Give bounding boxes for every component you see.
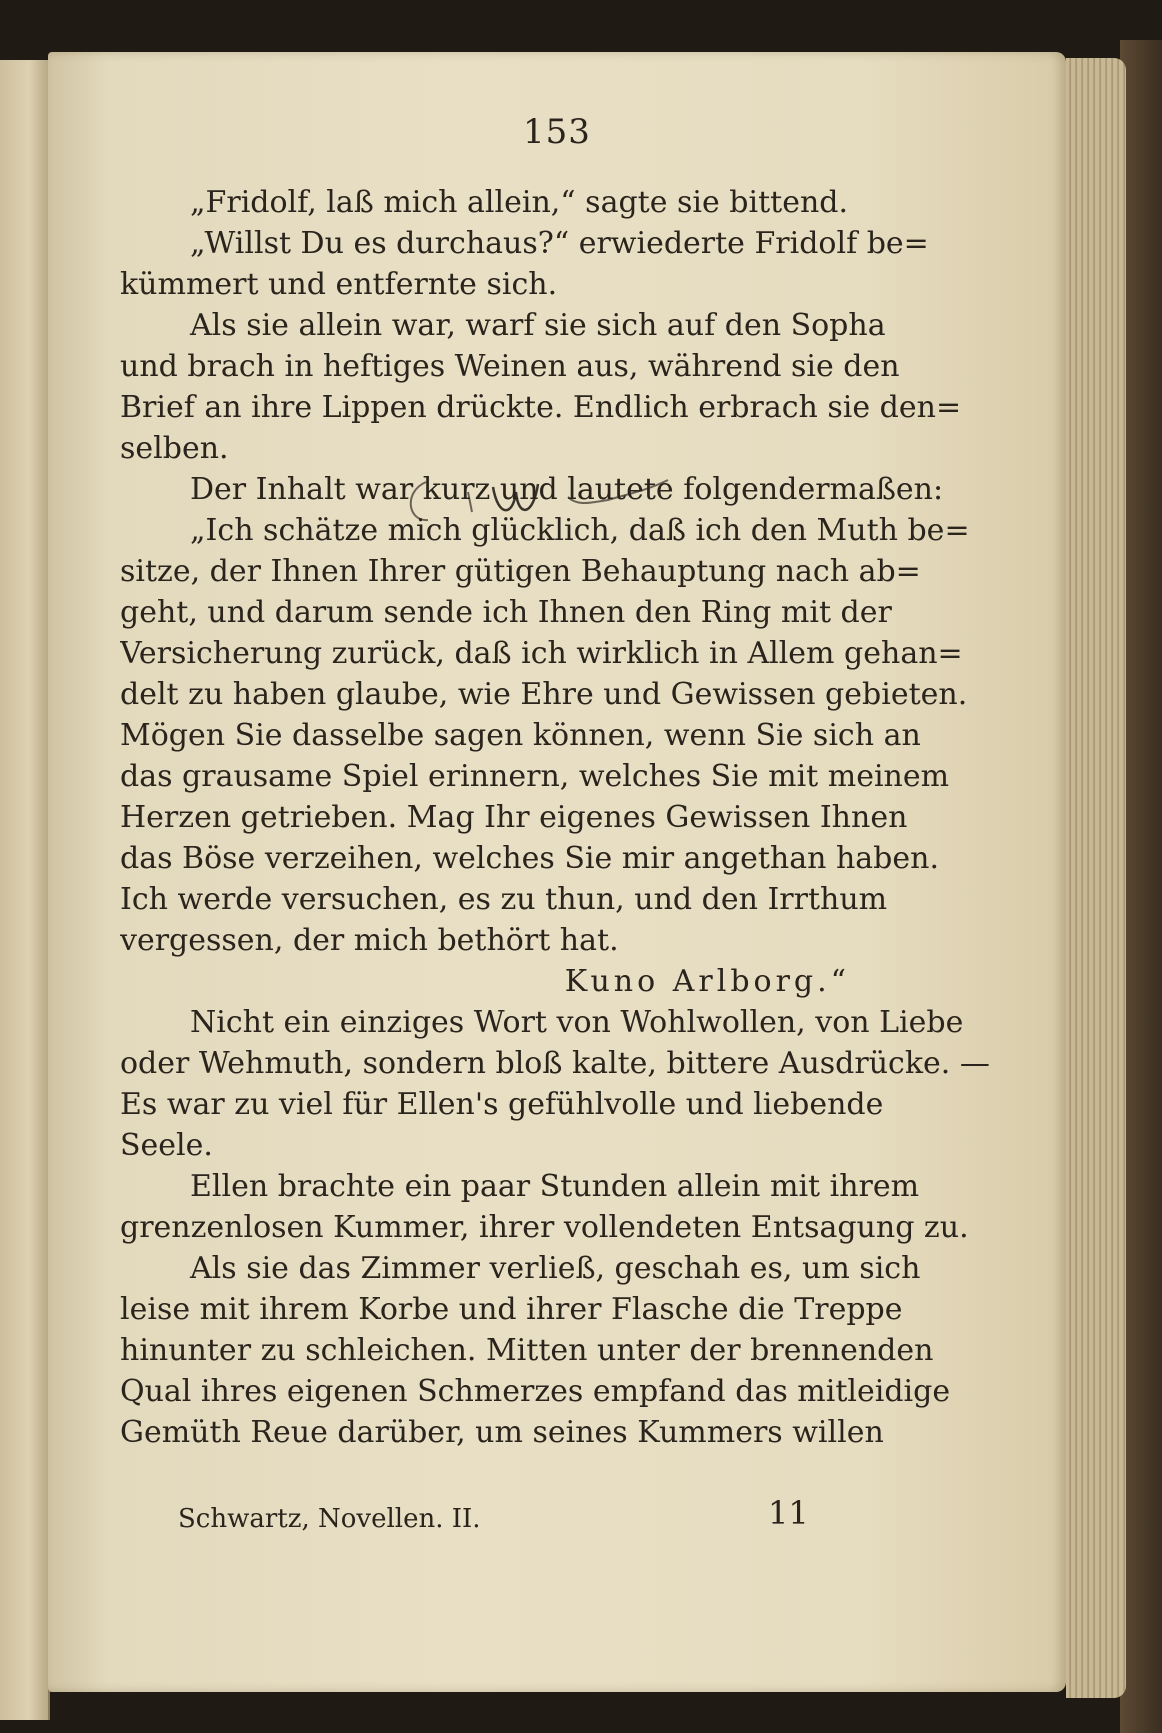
text-line: das grausame Spiel erinnern, welches Sie mit meinem: [120, 759, 950, 794]
page-edges: [1066, 58, 1126, 1698]
text-line: hinunter zu schleichen. Mitten unter der brennenden: [120, 1333, 934, 1368]
text-line: Versicherung zurück, daß ich wirklich in Allem gehan=: [120, 636, 963, 671]
text-line: Kuno Arlborg.“: [564, 964, 850, 999]
text-line: selben.: [120, 431, 229, 466]
previous-page-edge: [0, 60, 50, 1720]
footer-signature: Schwartz, Novellen. II.: [178, 1504, 481, 1534]
text-line: Gemüth Reue darüber, um seines Kummers willen: [120, 1415, 884, 1450]
body-text: [120, 182, 1000, 1453]
text-line: das Böse verzeihen, welches Sie mir angethan haben.: [120, 841, 939, 876]
text-line: Der Inhalt war kurz und lautete folgendermaßen:: [190, 472, 944, 507]
text-line: geht, und darum sende ich Ihnen den Ring mit der: [120, 595, 892, 630]
book-cover-edge: [1120, 40, 1162, 1733]
text-line: und brach in heftiges Weinen aus, während sie den: [120, 349, 900, 384]
text-line: Ellen brachte ein paar Stunden allein mit ihrem: [190, 1169, 920, 1204]
text-line: Herzen getrieben. Mag Ihr eigenes Gewissen Ihnen: [120, 800, 908, 835]
text-line: oder Wehmuth, sondern bloß kalte, bittere Ausdrücke. —: [120, 1046, 990, 1081]
text-line: sitze, der Ihnen Ihrer gütigen Behauptung nach ab=: [120, 554, 921, 589]
text-line: delt zu haben glaube, wie Ehre und Gewissen gebieten.: [120, 677, 968, 712]
text-line: Seele.: [120, 1128, 213, 1163]
text-line: Qual ihres eigenen Schmerzes empfand das mitleidige: [120, 1374, 951, 1409]
text-line: Es war zu viel für Ellen's gefühlvolle und liebende: [120, 1087, 884, 1122]
text-line: kümmert und entfernte sich.: [120, 267, 558, 302]
text-line: grenzenlosen Kummer, ihrer vollendeten Entsagung zu.: [120, 1210, 969, 1245]
text-line: Brief an ihre Lippen drückte. Endlich erbrach sie den=: [120, 390, 962, 425]
text-line: leise mit ihrem Korbe und ihrer Flasche die Treppe: [120, 1292, 903, 1327]
text-line: vergessen, der mich bethört hat.: [120, 923, 619, 958]
text-line: Als sie allein war, warf sie sich auf den Sopha: [190, 308, 886, 343]
text-line: „Ich schätze mich glücklich, daß ich den Muth be=: [190, 513, 970, 548]
text-line: „Fridolf, laß mich allein,“ sagte sie bittend.: [190, 185, 849, 220]
text-line: Nicht ein einziges Wort von Wohlwollen, von Liebe: [190, 1005, 964, 1040]
text-line: Mögen Sie dasselbe sagen können, wenn Sie sich an: [120, 718, 921, 753]
text-line: „Willst Du es durchaus?“ erwiederte Fridolf be=: [190, 226, 929, 261]
page-number: 153: [523, 112, 591, 152]
footer-sheet-number: 11: [768, 1494, 809, 1532]
text-line: Ich werde versuchen, es zu thun, und den Irrthum: [120, 882, 888, 917]
text-line: Als sie das Zimmer verließ, geschah es, um sich: [190, 1251, 921, 1286]
book-page: [48, 52, 1066, 1692]
